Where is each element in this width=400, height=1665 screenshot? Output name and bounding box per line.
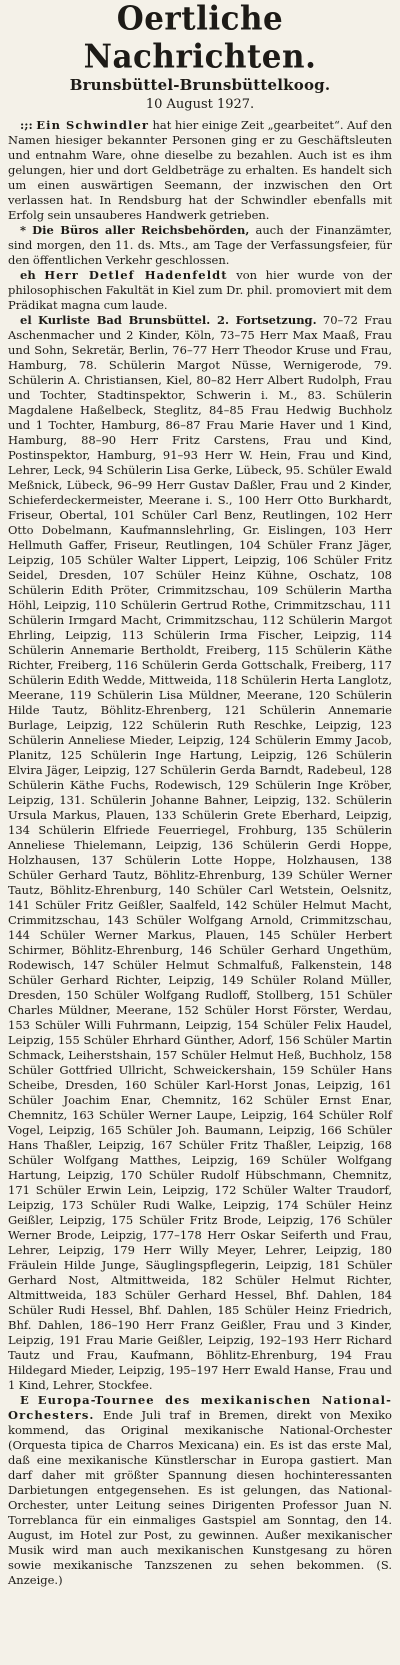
article-marker: * <box>20 223 27 237</box>
article-marker: E <box>20 1393 29 1407</box>
article-marker: eh <box>20 268 36 282</box>
article-lead: Europa-Tournee des mexikanischen National-Orchesters. <box>8 1393 393 1422</box>
newspaper-page <box>8 0 392 1588</box>
locality-heading: Brunsbüttel-Brunsbüttelkoog. <box>69 76 331 94</box>
article-offices <box>8 223 392 268</box>
article-body: auch der Finanzämter, sind morgen, den 11. ds. Mts., am Tage der Verfassungsfeier, für den öffentlichen Verkehr geschlossen. <box>8 223 392 267</box>
article-marker: :;: <box>20 118 33 132</box>
article-lead: Herr Detlef Hadenfeldt <box>44 268 228 282</box>
article-lead: Ein Schwindler <box>36 118 150 132</box>
article-column <box>8 118 392 1588</box>
article-body: hat hier einige Zeit „gearbeitet“. Auf den Namen hiesiger bekannter Personen ging er zu Geschäftsleuten und entnahm Ware, ohne dieselbe zu bezahlen. Auch ist es ihm gelungen, hier und dort Geldbeträge zu erhalten. Es handelt sich um einen auswärtigen Seemann, der inzwischen den Ort verlassen hat. In Rendsburg hat der Schwindler ebenfalls mit Erfolg sein unsauberes Handwerk getrieben. <box>8 118 392 222</box>
dateline: 10 August 1927. <box>145 97 255 112</box>
article-body: Ende Juli traf in Bremen, direkt von Mexiko kommend, das Original mexikanische National-Orchester (Orquesta tipica de Charros Mexicana) ein. Es ist das erste Mal, daß eine mexikanische Künstlerschar in Europa gastiert. Man darf daher mit größter Spannung diesen hochinteressanten Darbietungen entgegensehen. Es ist gelungen, das National-Orchester, unter Leitung seines Dirigenten Professor Juan N. Torreblanca für ein einmaliges Gastspiel am Sonntag, den 14. August, im Hotel zur Post, zu gewinnen. Außer mexikanischer Musik wird man auch mexikanischen Kunstgesang zu hören sowie mexikanische Tanzszenen zu sehen bekommen. (S. Anzeige.) <box>8 1408 392 1587</box>
article-guest-list <box>8 313 392 1393</box>
article-orchestra <box>8 1393 392 1588</box>
article-swindler <box>8 118 392 223</box>
article-body: von hier wurde von der philosophischen Fakultät in Kiel zum Dr. phil. promoviert mit dem Prädikat magna cum laude. <box>8 268 392 312</box>
article-body: 70–72 Frau Aschenmacher und 2 Kinder, Köln, 73–75 Herr Max Maaß, Frau und Sohn, Sekretär, Berlin, 76–77 Herr Theodor Kruse und Frau, Hamburg, 78. Schülerin Margot Nüsse, Wernigerode, 79. Schülerin A. Christiansen, Kiel, 80–82 Herr Albert Rudolph, Frau und Tochter, Stadtinspektor, Schwerin i. M., 83. Schülerin Magdalene Haßelbeck, Steglitz, 84–85 Frau Hedwig Buchholz und 1 Tochter, Hamburg, 86–87 Frau Marie Haver und 1 Kind, Hamburg, 88–90 Herr Fritz Carstens, Frau und Kind, Postinspektor, Hamburg, 91–93 Herr W. Hein, Frau und Kind, Lehrer, Leck, 94 Schülerin Lisa Gerke, Lübeck, 95. Schüler Ewald Meßnick, Lübeck, 96–99 Herr Gustav Daßler, Frau und 2 Kinder, Schieferdeckermeister, Meerane i. S., 100 Herr Otto Burkhardt, Friseur, Obertal, 101 Schüler Carl Benz, Reutlingen, 102 Herr Otto Dobelmann, Kaufmannslehrling, Gr. Eislingen, 103 Herr Hellmuth Gaffer, Friseur, Reutlingen, 104 Schüler Franz Jäger, Leipzig, 105 Schüler Walter Lippert, Leipzig, 106 Schüler Fritz Seidel, Dresden, 107 Schüler Heinz Kühne, Oschatz, 108 Schülerin Edith Pröter, Crimmitzschau, 109 Schülerin Martha Höhl, Leipzig, 110 Schülerin Gertrud Rothe, Crimmitzschau, 111 Schülerin Irmgard Macht, Crimmitzschau, 112 Schülerin Margot Ehrling, Leipzig, 113 Schülerin Irma Fischer, Leipzig, 114 Schülerin Annemarie Bertholdt, Freiberg, 115 Schülerin Käthe Richter, Freiberg, 116 Schülerin Gerda Gottschalk, Freiberg, 117 Schülerin Edith Wedde, Mittweida, 118 Schülerin Herta Langlotz, Meerane, 119 Schülerin Lisa Müldner, Meerane, 120 Schülerin Hilde Tautz, Böhlitz-Ehrenberg, 121 Schülerin Annemarie Burlage, Leipzig, 122 Schülerin Ruth Reschke, Leipzig, 123 Schülerin Anneliese Mieder, Leipzig, 124 Schülerin Emmy Jacob, Planitz, 125 Schülerin Inge Hartung, Leipzig, 126 Schülerin Elvira Jäger, Leipzig, 127 Schülerin Gerda Barndt, Radebeul, 128 Schülerin Käthe Fuchs, Rodewisch, 129 Schülerin Inge Kröber, Leipzig, 131. Schülerin Johanne Bahner, Leipzig, 132. Schülerin Ursula Markus, Plauen, 133 Schülerin Grete Eberhard, Leipzig, 134 Schülerin Elfriede Feuerriegel, Frohburg, 135 Schülerin Anneliese Thielemann, Leipzig, 136 Schülerin Gerdi Hoppe, Holzhausen, 137 Schülerin Lotte Hoppe, Holzhausen, 138 Schüler Gerhard Tautz, Böhlitz-Ehrenburg, 139 Schüler Werner Tautz, Böhlitz-Ehrenburg, 140 Schüler Carl Wetstein, Oelsnitz, 141 Schüler Fritz Geißler, Saalfeld, 142 Schüler Helmut Macht, Crimmitzschau, 143 Schüler Wolfgang Arnold, Crimmitzschau, 144 Schüler Werner Markus, Plauen, 145 Schüler Herbert Schirmer, Böhlitz-Ehrenburg, 146 Schüler Gerhard Ungethüm, Rodewisch, 147 Schüler Helmut Schmalfuß, Falkenstein, 148 Schüler Gerhard Richter, Leipzig, 149 Schüler Roland Müller, Dresden, 150 Schüler Wolfgang Rudloff, Stollberg, 151 Schüler Charles Müldner, Meerane, 152 Schüler Horst Förster, Werdau, 153 Schüler Willi Fuhrmann, Leipzig, 154 Schüler Felix Haudel, Leipzig, 155 Schüler Ehrhard Günther, Adorf, 156 Schüler Martin Schmack, Leiherstshain, 157 Schüler Helmut Heß, Buchholz, 158 Schüler Gottfried Ullricht, Schweickershain, 159 Schüler Hans Scheibe, Dresden, 160 Schüler Karl-Horst Jonas, Leipzig, 161 Schüler Joachim Enar, Chemnitz, 162 Schüler Ernst Enar, Chemnitz, 163 Schüler Werner Laupe, Leipzig, 164 Schüler Rolf Vogel, Leipzig, 165 Schüler Joh. Baumann, Leipzig, 166 Schüler Hans Thaßler, Leipzig, 167 Schüler Fritz Thaßler, Leipzig, 168 Schüler Wolfgang Matthes, Leipzig, 169 Schüler Wolfgang Hartung, Leipzig, 170 Schüler Rudolf Hübschmann, Chemnitz, 171 Schüler Erwin Lein, Leipzig, 172 Schüler Walter Traudorf, Leipzig, 173 Schüler Rudi Walke, Leipzig, 174 Schüler Heinz Geißler, Leipzig, 175 Schüler Fritz Brode, Leipzig, 176 Schüler Werner Brode, Leipzig, 177–178 Herr Oskar Seiferth und Frau, Lehrer, Leipzig, 179 Herr Willy Meyer, Lehrer, Leipzig, 180 Fräulein Hilde Junge, Säuglingspflegerin, Leipzig, 181 Schüler Gerhard Nost, Altmittweida, 182 Schüler Helmut Richter, Altmittweida, 183 Schüler Gerhard Hessel, Bhf. Dahlen, 184 Schüler Rudi Hessel, Bhf. Dahlen, 185 Schüler Heinz Friedrich, Bhf. Dahlen, 186–190 Herr Franz Geißler, Frau und 3 Kinder, Leipzig, 191 Frau Marie Geißler, Leipzig, 192–193 Herr Richard Tautz und Frau, Kaufmann, Böhlitz-Ehrenburg, 194 Frau Hildegard Mieder, Leipzig, 195–197 Herr Ewald Hanse, Frau und 1 Kind, Lehrer, Stockfee. <box>8 313 392 1392</box>
article-lead: Die Büros aller Reichsbehörden, <box>32 223 250 237</box>
article-lead: Kurliste Bad Brunsbüttel. 2. Fortsetzung. <box>38 313 317 327</box>
article-marker: el <box>20 313 32 327</box>
page-title: Oertliche Nachrichten. <box>83 0 317 76</box>
article-doctorate <box>8 268 392 313</box>
